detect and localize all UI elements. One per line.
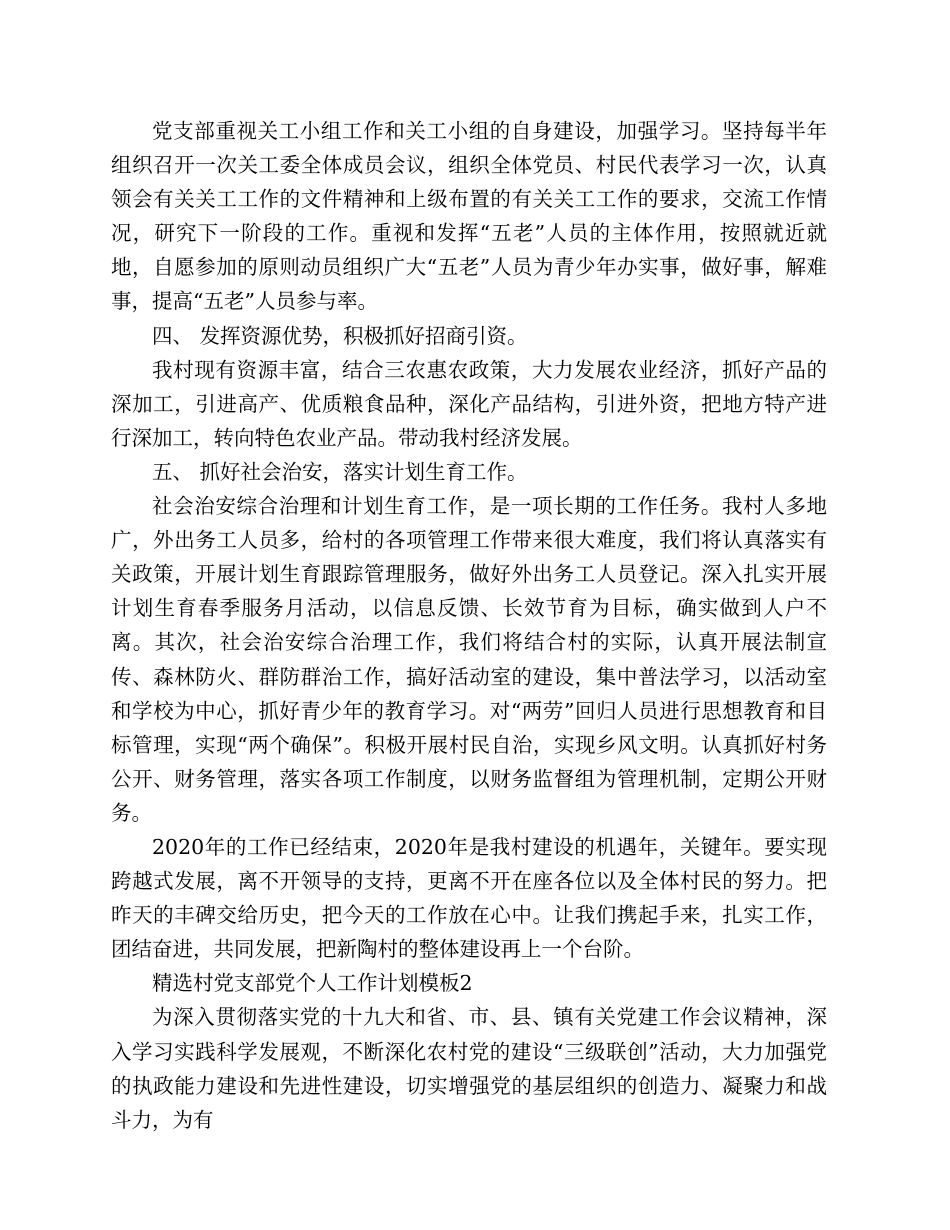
paragraph-resources: 我村现有资源丰富，结合三农惠农政策，大力发展农业经济，抓好产品的深加工，引进高产、优质粮食品种，深化产品结构，引进外资，把地方特产进行深加工，转向特色农业产品。带动我村经济发展。 bbox=[111, 357, 827, 450]
paragraph-social-security: 社会治安综合治理和计划生育工作，是一项长期的工作任务。我村人多地广，外出务工人员多，给村的各项管理工作带来很大难度，我们将认真落实有关政策，开展计划生育跟踪管理服务，做好外出务工人员登记。深入扎实开展计划生育春季服务月活动，以信息反馈、长效节育为目标，确实做到人户不离。其次，社会治安综合治理工作，我们将结合村的实际，认真开展法制宣传、森林防火、群防群治工作，搞好活动室的建设，集中普法学习，以活动室和学校为中心，抓好青少年的教育学习。对“两劳”回归人员进行思想教育和目标管理，实现“两个确保”。积极开展村民自治，实现乡风文明。认真抓好村务公开、财务管理，落实各项工作制度，以财务监督组为管理机制，定期公开财务。 bbox=[111, 494, 827, 825]
section-heading-four: 四、 发挥资源优势，积极抓好招商引资。 bbox=[152, 323, 528, 348]
document-body bbox=[111, 114, 827, 1137]
paragraph-template-intro: 为深入贯彻落实党的十九大和省、市、县、镇有关党建工作会议精神，深入学习实践科学发展观，不断深化农村党的建设“三级联创”活动，大力加强党的执政能力建设和先进性建设，切实增强党的基层组织的创造力、凝聚力和战斗力，为有 bbox=[111, 1005, 827, 1132]
paragraph-guangong-work: 党支部重视关工小组工作和关工小组的自身建设，加强学习。坚持每半年组织召开一次关工委全体成员会议，组织全体党员、村民代表学习一次，认真领会有关关工工作的文件精神和上级布置的有关关工工作的要求，交流工作情况，研究下一阶段的工作。重视和发挥“五老”人员的主体作用，按照就近就地，自愿参加的原则动员组织广大“五老”人员为青少年办实事，做好事，解难事，提高“五老”人员参与率。 bbox=[111, 119, 827, 314]
paragraph-year-summary: 2020年的工作已经结束，2020年是我村建设的机遇年，关键年。要实现跨越式发展，离不开领导的支持，更离不开在座各位以及全体村民的努力。把昨天的丰碑交给历史，把今天的工作放在心中。让我们携起手来，扎实工作，团结奋进，共同发展，把新陶村的整体建设再上一个台阶。 bbox=[111, 834, 827, 962]
section-heading-five: 五、 抓好社会治安，落实计划生育工作。 bbox=[152, 459, 528, 484]
template-title: 精选村党支部党个人工作计划模板2 bbox=[152, 971, 473, 996]
